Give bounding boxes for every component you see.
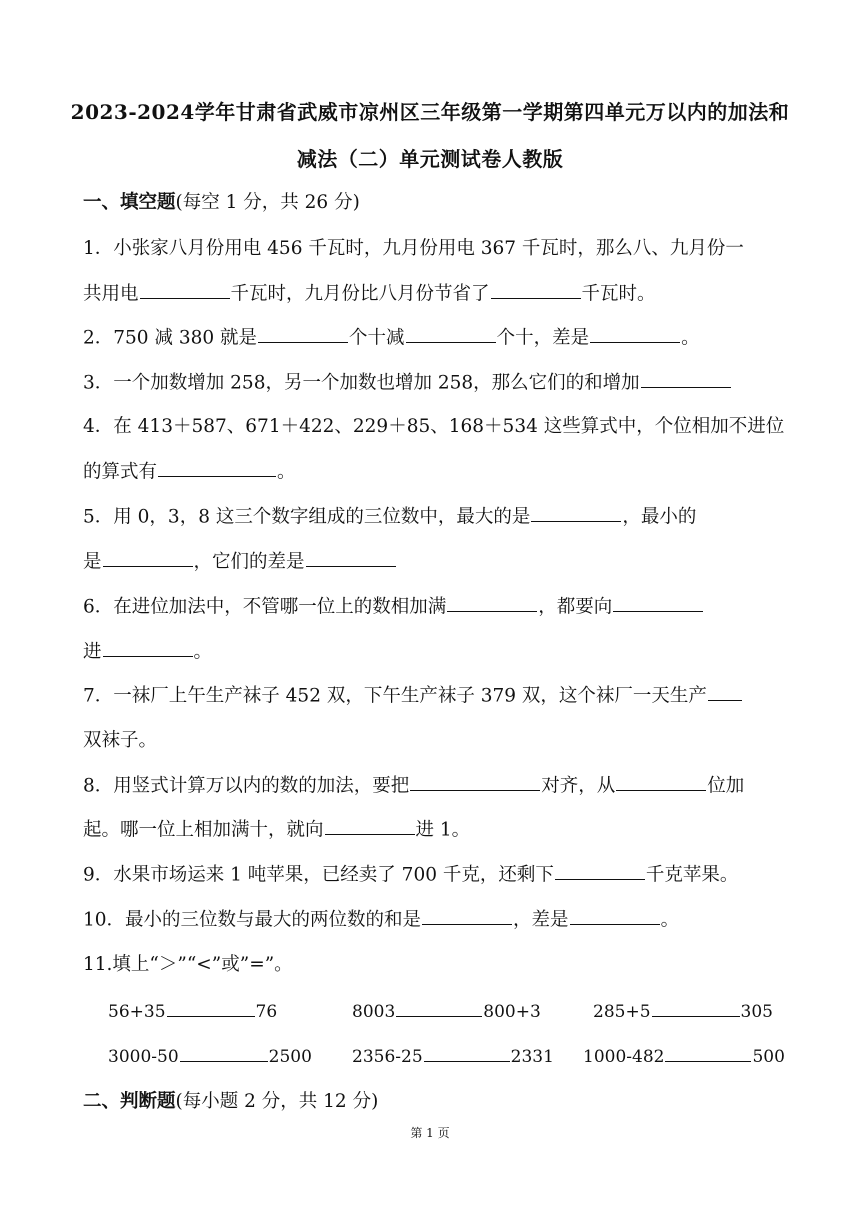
answer-blank[interactable] [447, 592, 537, 612]
question-4-text: 。 [277, 461, 296, 483]
compare-left: 56+35 [108, 1001, 166, 1022]
compare-item [593, 998, 773, 1022]
question-6-text: ，都要向 [538, 596, 613, 618]
answer-blank[interactable] [613, 592, 703, 612]
question-7-line-2 [83, 726, 157, 752]
answer-blank[interactable] [180, 1043, 268, 1062]
question-7-line-1 [83, 681, 743, 707]
question-3-text: 3．一个加数增加 258，另一个加数也增加 258，那么它们的和增加 [83, 372, 640, 394]
question-1-text: 1．小张家八月份用电 456 千瓦时，九月份用电 367 千瓦时，那么八、九月份一 [83, 238, 744, 259]
question-5-text: ，最小的 [622, 506, 697, 528]
question-6-line-2 [83, 637, 212, 663]
question-10-text: 10．最小的三位数与最大的两位数的和是 [83, 909, 422, 931]
page-number: 第 1 页 [410, 1126, 450, 1140]
answer-blank[interactable] [555, 860, 645, 880]
exam-title-line-1: 2023-2024学年甘肃省武威市凉州区三年级第一学期第四单元万以内的加法和 [70, 100, 790, 124]
question-11-text: 11.填上“＞”“<”或”=”。 [83, 954, 293, 975]
question-5-line-2 [83, 547, 397, 573]
compare-left: 2356-25 [352, 1046, 423, 1067]
answer-blank[interactable] [422, 905, 512, 925]
answer-blank[interactable] [325, 815, 415, 835]
compare-right: 76 [255, 1001, 278, 1022]
exam-title-line-2: 减法（二）单元测试卷人教版 [296, 147, 564, 171]
compare-item [352, 998, 541, 1022]
answer-blank[interactable] [306, 547, 396, 567]
question-6-text: 进 [83, 641, 102, 663]
question-2-text: 。 [681, 327, 700, 349]
answer-blank[interactable] [652, 998, 740, 1017]
answer-blank[interactable] [424, 1043, 510, 1062]
answer-blank[interactable] [590, 323, 680, 343]
answer-blank[interactable] [410, 771, 540, 791]
question-8-text: 对齐，从 [541, 775, 616, 797]
answer-blank[interactable] [641, 368, 731, 388]
answer-blank[interactable] [140, 279, 230, 299]
question-1-text: 共用电 [83, 283, 139, 305]
question-11 [83, 950, 293, 976]
answer-blank[interactable] [406, 323, 496, 343]
compare-item [108, 998, 277, 1022]
compare-right: 800+3 [483, 1001, 541, 1022]
question-1-line-1 [83, 234, 744, 260]
question-8-line-2 [83, 815, 470, 841]
question-5-line-1 [83, 502, 696, 528]
question-5-text: ，它们的差是 [193, 551, 305, 573]
section-1-heading [83, 188, 360, 214]
question-5-text: 5．用 0，3，8 这三个数字组成的三位数中，最大的是 [83, 506, 531, 528]
section-2-heading [83, 1087, 378, 1113]
question-9 [83, 860, 738, 886]
question-10 [83, 905, 679, 931]
answer-blank[interactable] [531, 502, 621, 522]
section-2-title: 二、判断题 [83, 1091, 176, 1112]
answer-blank[interactable] [491, 279, 581, 299]
answer-blank[interactable] [616, 771, 706, 791]
question-8-text: 位加 [707, 775, 745, 797]
section-1-title: 一、填空题 [83, 192, 176, 213]
compare-left: 1000-482 [583, 1046, 665, 1067]
question-5-text: 是 [83, 551, 102, 573]
question-2 [83, 323, 700, 349]
question-6-line-1 [83, 592, 704, 618]
question-7-text: 7．一袜厂上午生产袜子 452 双，下午生产袜子 379 双，这个袜厂一天生产 [83, 685, 707, 707]
question-2-text: 2．750 减 380 就是 [83, 327, 258, 349]
question-8-line-1 [83, 771, 744, 797]
question-4-text: 4．在 413＋587、671＋422、229＋85、168＋534 这些算式中，个位相加不进位 [83, 416, 785, 437]
compare-item [352, 1043, 554, 1067]
question-4-line-1 [83, 412, 784, 438]
question-4-line-2 [83, 457, 296, 483]
answer-blank[interactable] [665, 1043, 751, 1062]
answer-blank[interactable] [570, 905, 660, 925]
answer-blank[interactable] [103, 637, 193, 657]
question-3 [83, 368, 732, 394]
question-8-text: 起。哪一位上相加满十，就向 [83, 819, 324, 841]
compare-item [108, 1043, 312, 1067]
compare-right: 2500 [268, 1046, 312, 1067]
section-2-score-note: (每小题 2 分，共 12 分) [175, 1091, 379, 1112]
question-10-text: 。 [660, 909, 680, 931]
question-6-text: 6．在进位加法中，不管哪一位上的数相加满 [83, 596, 447, 618]
compare-left: 3000-50 [108, 1046, 179, 1067]
section-1-score-note: (每空 1 分，共 26 分) [175, 192, 360, 213]
answer-blank[interactable] [708, 681, 742, 701]
question-9-text: 9．水果市场运来 1 吨苹果，已经卖了 700 千克，还剩下 [83, 864, 554, 886]
question-1-text: 千瓦时，九月份比八月份节省了 [230, 283, 490, 305]
question-6-text: 。 [193, 641, 213, 663]
question-2-text: 个十减 [349, 327, 405, 349]
compare-right: 305 [740, 1001, 773, 1022]
question-4-text: 的算式有 [83, 461, 158, 483]
answer-blank[interactable] [258, 323, 348, 343]
question-8-text: 进 1。 [415, 819, 471, 841]
compare-right: 500 [752, 1046, 785, 1067]
answer-blank[interactable] [396, 998, 482, 1017]
compare-left: 285+5 [593, 1001, 651, 1022]
question-8-text: 8．用竖式计算万以内的数的加法，要把 [83, 775, 410, 797]
question-7-text: 双袜子。 [83, 730, 158, 751]
answer-blank[interactable] [167, 998, 255, 1017]
question-1-line-2 [83, 279, 656, 305]
answer-blank[interactable] [103, 547, 193, 567]
compare-left: 8003 [352, 1001, 396, 1022]
answer-blank[interactable] [158, 457, 276, 477]
question-1-text: 千瓦时。 [581, 283, 656, 305]
compare-right: 2331 [510, 1046, 554, 1067]
question-9-text: 千克苹果。 [645, 864, 739, 886]
question-2-text: 个十，差是 [496, 327, 590, 349]
compare-item [583, 1043, 785, 1067]
question-10-text: ，差是 [513, 909, 569, 931]
